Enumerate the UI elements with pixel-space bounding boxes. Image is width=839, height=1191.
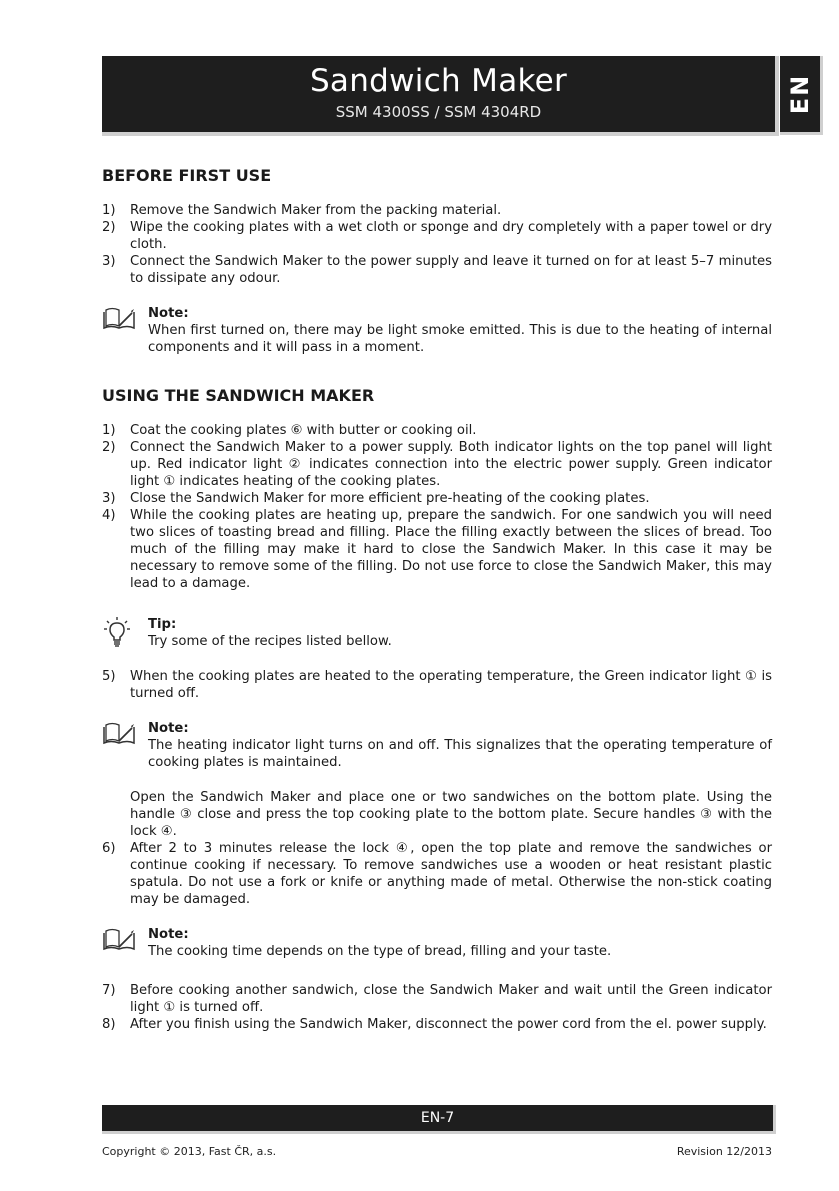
note-text: The cooking time depends on the type of bread, filling and your taste. [148, 944, 612, 959]
note-text: The heating indicator light turns on and off. This signalizes that the operating temperature of cooking plates is maintained. [148, 738, 772, 770]
document-header [102, 56, 779, 136]
list-item: 4) While the cooking plates are heating up, prepare the sandwich. For one sandwich you will need two slices of toasting bread and filling. Place the filling exactly between the slices of bread. Too much of the filling may make it hard to close the Sandwich Maker. In this case it may be necessary to remove some of the filling. Do not use force to close the Sandwich Maker, this may lead to a damage. [102, 508, 772, 591]
step-5 [102, 668, 772, 702]
list-item: 1) Coat the cooking plates ⑥ with butter or cooking oil. [102, 423, 477, 438]
tip-label: Tip: [148, 617, 177, 632]
main-content [102, 164, 772, 1033]
note-label: Note: [148, 721, 189, 736]
section-heading-before-first-use: BEFORE FIRST USE [102, 166, 272, 185]
list-item: 1) Remove the Sandwich Maker from the packing material. [102, 203, 502, 218]
list-item: 3) Close the Sandwich Maker for more efficient pre-heating of the cooking plates. [102, 491, 650, 506]
using-steps [102, 422, 772, 592]
list-item: 5) When the cooking plates are heated to the operating temperature, the Green indicator light ① is turned off. [102, 669, 772, 701]
note-book-icon [102, 926, 136, 952]
light-bulb-icon [102, 616, 132, 650]
list-item: 6) After 2 to 3 minutes release the lock ④, open the top plate and remove the sandwiches or continue cooking if necessary. To remove sandwiches use a wooden or heat resistant plastic spatula. Do not use a fork or knife or anything made of metal. Otherwise the non-stick coating may be damaged. [102, 841, 772, 907]
tip-block [102, 616, 772, 650]
document-title: Sandwich Maker [309, 63, 568, 99]
page-number: EN-7 [420, 1110, 455, 1126]
language-tab [780, 56, 823, 135]
model-numbers: SSM 4300SS / SSM 4304RD [335, 103, 542, 121]
step-6 [102, 840, 772, 908]
instruction-paragraph: Open the Sandwich Maker and place one or two sandwiches on the bottom plate. Using the handle ③ close and press the top cooking plate to the bottom plate. Secure handles ③ with the lock ④. [130, 790, 772, 839]
before-first-use-steps [102, 202, 772, 287]
copyright-text: Copyright © 2013, Fast ČR, a.s. [102, 1145, 277, 1158]
revision-text: Revision 12/2013 [676, 1145, 772, 1158]
page-number-bar [102, 1105, 776, 1134]
note-book-icon [102, 305, 136, 331]
list-item: 2) Wipe the cooking plates with a wet cloth or sponge and dry completely with a paper towel or dry cloth. [102, 220, 772, 252]
note-book-icon [102, 720, 136, 746]
list-item: 7) Before cooking another sandwich, close the Sandwich Maker and wait until the Green indicator light ① is turned off. [102, 983, 772, 1015]
note-label: Note: [148, 306, 189, 321]
note-block [102, 305, 772, 356]
list-item: 8) After you finish using the Sandwich Maker, disconnect the power cord from the el. power supply. [102, 1017, 767, 1032]
list-item: 3) Connect the Sandwich Maker to the power supply and leave it turned on for at least 5–7 minutes to dissipate any odour. [102, 254, 772, 286]
note-block [102, 720, 772, 771]
list-item: 2) Connect the Sandwich Maker to a power supply. Both indicator lights on the top panel will light up. Red indicator light ② indicates connection into the electric power supply. Green indicator light ① indicates heating of the cooking plates. [102, 440, 772, 489]
note-text: When first turned on, there may be light smoke emitted. This is due to the heating of internal components and it will pass in a moment. [148, 323, 772, 355]
section-heading-using: USING THE SANDWICH MAKER [102, 386, 375, 405]
note-block [102, 926, 772, 960]
tip-text: Try some of the recipes listed bellow. [148, 634, 392, 649]
note-label: Note: [148, 927, 189, 942]
language-label: EN [786, 73, 814, 115]
steps-7-8 [102, 982, 772, 1033]
